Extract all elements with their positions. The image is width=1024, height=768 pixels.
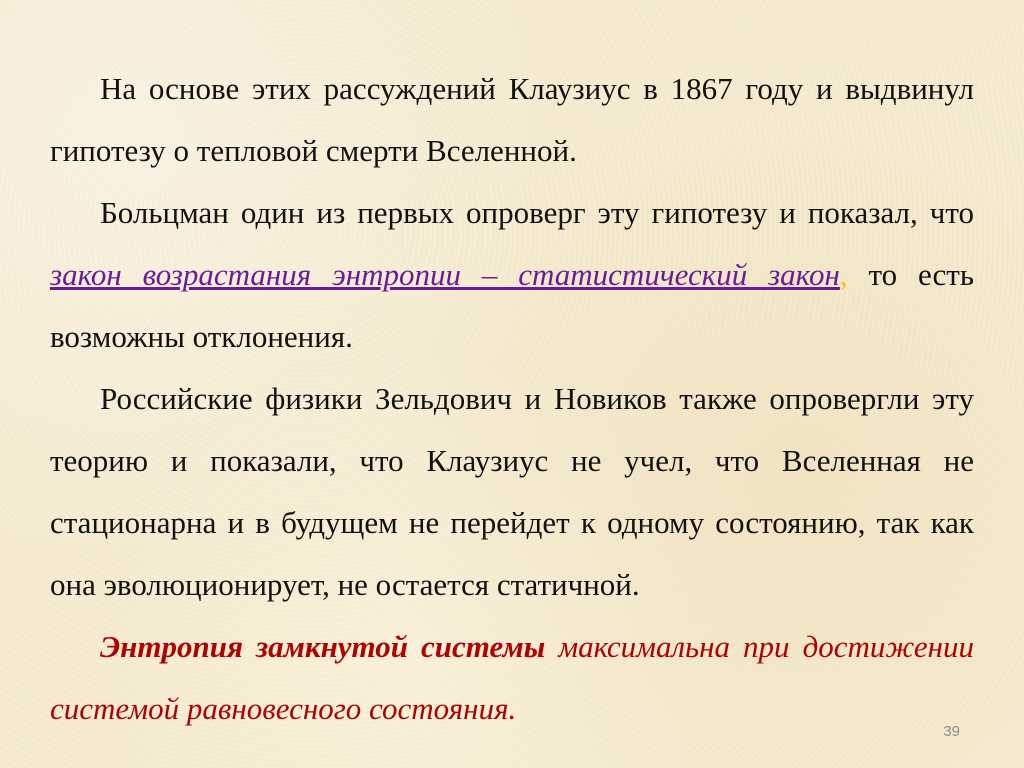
paragraph-russian-physicists: Российские физики Зельдович и Новиков также опровергли эту теорию и показали, что Клаузиус не учел, что Вселенная не стационарна и в будущем не перейдет к одному состоянию, так как она эволюционирует, не остается статичной. bbox=[50, 381, 974, 602]
slide-content bbox=[50, 58, 974, 768]
entropy-closed-system-emphasis: Энтропия замкнутой системы bbox=[100, 629, 546, 664]
entropy-maximum-text: максимальна при достижении системой равновесного состояния. bbox=[50, 629, 974, 726]
entropy-law-link[interactable]: закон возрастания энтропии – статистический закон bbox=[50, 257, 840, 292]
paragraph-boltzmann bbox=[50, 182, 974, 368]
paragraph-entropy-conclusion bbox=[50, 616, 974, 740]
paragraph-boltzmann-end: то есть возможны отклонения. bbox=[50, 257, 974, 354]
page-number: 39 bbox=[943, 723, 960, 740]
paragraph-clausius: На основе этих рассуждений Клаузиус в 1867 году и выдвинул гипотезу о тепловой смерти Вселенной. bbox=[50, 71, 974, 168]
paragraph-boltzmann-start: Больцман один из первых опроверг эту гипотезу и показал, что bbox=[100, 195, 974, 230]
link-comma: , bbox=[839, 257, 848, 292]
